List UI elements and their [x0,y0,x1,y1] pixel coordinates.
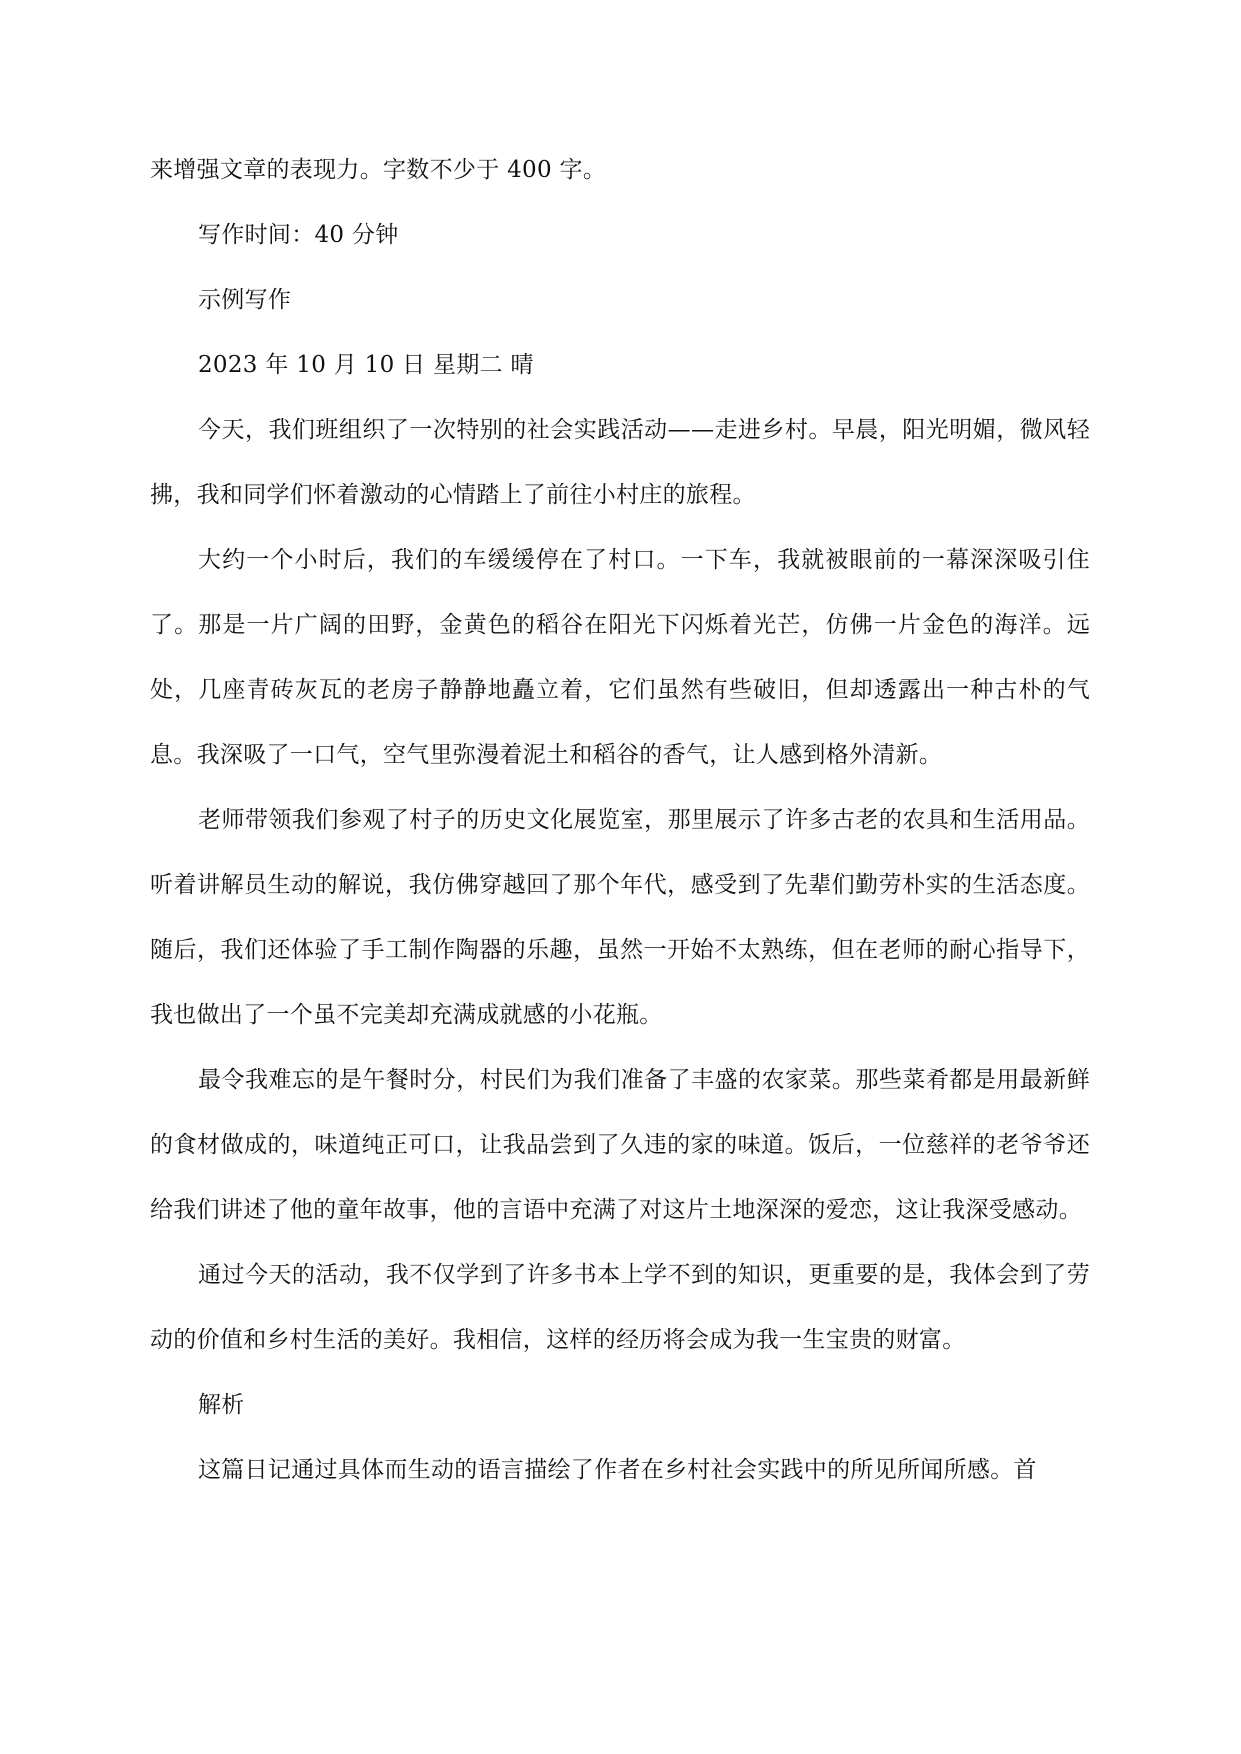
diary-date-line: 2023 年 10 月 10 日 星期二 晴 [198,352,534,378]
document-page [150,138,1090,1503]
section-heading-analysis: 解析 [198,1392,245,1418]
paragraph-conclusion: 通过今天的活动，我不仅学到了许多书本上学不到的知识，更重要的是，我体会到了劳动的价值和乡村生活的美好。我相信，这样的经历将会成为我一生宝贵的财富。 [150,1262,1090,1353]
paragraph-lunch: 最令我难忘的是午餐时分，村民们为我们准备了丰盛的农家菜。那些菜肴都是用最新鲜的食材做成的，味道纯正可口，让我品尝到了久违的家的味道。饭后，一位慈祥的老爷爷还给我们讲述了他的童年故事，他的言语中充满了对这片土地深深的爱恋，这让我深受感动。 [150,1067,1090,1223]
section-heading-sample: 示例写作 [198,287,292,313]
paragraph-exhibition: 老师带领我们参观了村子的历史文化展览室，那里展示了许多古老的农具和生活用品。听着讲解员生动的解说，我仿佛穿越回了那个年代，感受到了先辈们勤劳朴实的生活态度。随后，我们还体验了手工制作陶器的乐趣，虽然一开始不太熟练，但在老师的耐心指导下，我也做出了一个虽不完美却充满成就感的小花瓶。 [150,807,1090,1028]
paragraph-analysis: 这篇日记通过具体而生动的语言描绘了作者在乡村社会实践中的所见所闻所感。首 [198,1457,1037,1483]
paragraph-writing-time: 写作时间：40 分钟 [198,222,399,248]
paragraph-length-requirement: 来增强文章的表现力。字数不少于 400 字。 [150,157,607,183]
paragraph-intro: 今天，我们班组织了一次特别的社会实践活动——走进乡村。早晨，阳光明媚，微风轻拂，我和同学们怀着激动的心情踏上了前往小村庄的旅程。 [150,417,1090,508]
paragraph-village-scene: 大约一个小时后，我们的车缓缓停在了村口。一下车，我就被眼前的一幕深深吸引住了。那是一片广阔的田野，金黄色的稻谷在阳光下闪烁着光芒，仿佛一片金色的海洋。远处，几座青砖灰瓦的老房子静静地矗立着，它们虽然有些破旧，但却透露出一种古朴的气息。我深吸了一口气，空气里弥漫着泥土和稻谷的香气，让人感到格外清新。 [150,547,1090,768]
